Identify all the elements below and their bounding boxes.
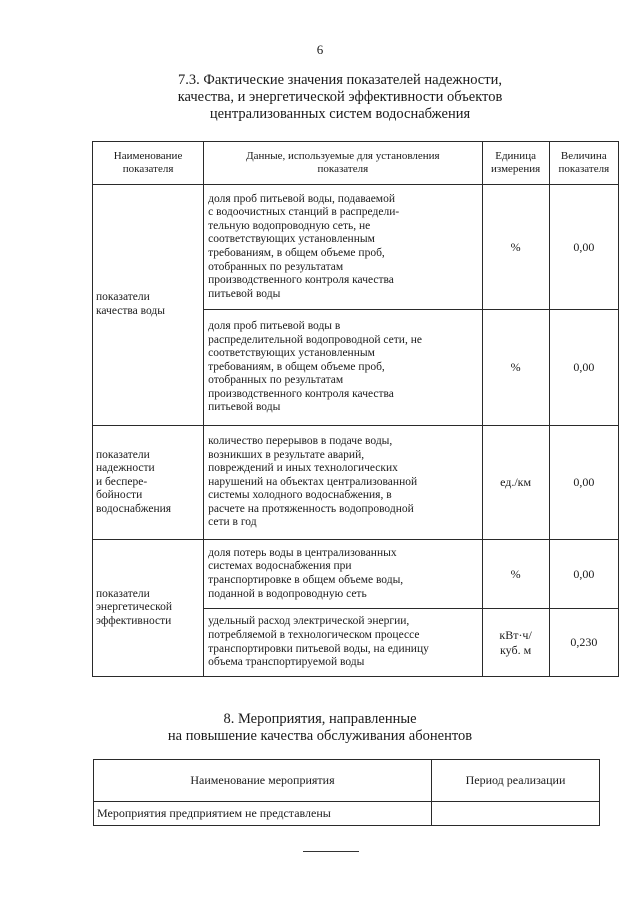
description-line: объема транспортируемой воды [208, 656, 365, 669]
header-data [204, 142, 482, 185]
table-header-row [94, 760, 600, 802]
header-indicator-name [93, 142, 204, 185]
indicator-description [204, 185, 482, 310]
indicator-unit: ед./км [482, 426, 549, 540]
title-line: 8. Мероприятия, направленные [223, 711, 417, 727]
indicator-description [204, 540, 482, 609]
category-text: показатели [96, 587, 150, 600]
description-line: транспортировки питьевой воды, на единицу [208, 642, 429, 655]
header-text: Наименование [113, 150, 183, 162]
header-text: показателя [122, 163, 174, 175]
description-line: доля проб питьевой воды, подаваемой [208, 192, 395, 205]
description-line: распределительной водопроводной сети, не [208, 333, 422, 346]
indicator-value: 0,00 [549, 426, 618, 540]
header-text: показателя [317, 163, 369, 175]
description-line: количество перерывов в подаче воды, [208, 434, 393, 447]
section-7-3-title [70, 72, 610, 123]
table-row [94, 802, 600, 826]
title-line: качества, и энергетической эффективности объектов [177, 89, 503, 105]
description-line: питьевой воды [208, 401, 281, 414]
indicator-unit [482, 609, 549, 677]
indicator-value: 0,00 [549, 310, 618, 426]
indicator-unit: % [482, 185, 549, 310]
title-line: на повышение качества обслуживания абонентов [167, 728, 473, 744]
description-line: производственного контроля качества [208, 387, 394, 400]
description-line: производственного контроля качества [208, 274, 394, 287]
description-line: возникших в результате аварий, [208, 448, 365, 461]
page-number: 6 [316, 42, 324, 57]
category-text: надежности [96, 462, 155, 475]
description-line: питьевой воды [208, 287, 281, 300]
category-text: качества воды [96, 305, 165, 317]
header-text: показателя [558, 163, 610, 175]
indicator-description [204, 426, 482, 540]
description-line: системы холодного водоснабжения, в [208, 489, 392, 502]
description-line: тельную водопроводную сеть, не [208, 219, 371, 232]
indicator-unit: % [482, 540, 549, 609]
description-line: нарушений на объектах централизованной [208, 475, 418, 488]
description-line: отобранных по результатам [208, 260, 344, 273]
description-line: потребляемой в технологическом процессе [208, 628, 420, 641]
description-line: транспортировке в общем объеме воды, [208, 574, 404, 586]
description-line: доля потерь воды в централизованных [208, 546, 397, 559]
table-header-row [93, 142, 619, 185]
measure-period [432, 802, 600, 826]
category-text: водоснабжения [96, 502, 172, 515]
title-line: централизованных систем водоснабжения [209, 106, 471, 122]
header-text: измерения [491, 163, 541, 175]
header-unit [482, 142, 549, 185]
measure-name: Мероприятия предприятием не представлены [94, 802, 432, 826]
description-line: повреждений и иных технологических [208, 462, 398, 475]
description-line: соответствующих установленным [208, 347, 375, 360]
description-line: доля проб питьевой воды в [208, 319, 341, 332]
indicator-description [204, 310, 482, 426]
header-text: Данные, используемые для установления [246, 150, 440, 162]
description-line: соответствующих установленным [208, 233, 375, 246]
indicator-value: 0,00 [549, 540, 618, 609]
indicator-description [204, 609, 482, 677]
description-line: сети в год [208, 516, 257, 529]
header-value [549, 142, 618, 185]
description-line: с водоочистных станций в распредели- [208, 206, 400, 219]
description-line: требованиям, в общем объеме проб, [208, 247, 385, 259]
category-reliability [93, 426, 204, 540]
indicator-value: 0,00 [549, 185, 618, 310]
header-measure-name: Наименование мероприятия [94, 760, 432, 802]
category-energy-efficiency [93, 540, 204, 677]
category-text: и беспере- [96, 475, 148, 488]
header-text: Величина [560, 150, 607, 162]
table-row [93, 185, 619, 310]
table-row [93, 540, 619, 609]
indicators-table [92, 141, 619, 677]
section-8-title [40, 711, 600, 745]
category-text: эффективности [96, 614, 172, 627]
category-text: энергетической [96, 601, 172, 614]
category-text: показатели [96, 448, 150, 461]
header-period: Период реализации [432, 760, 600, 802]
table-row [93, 426, 619, 540]
indicator-unit: % [482, 310, 549, 426]
title-line: 7.3. Фактические значения показателей надежности, [178, 72, 502, 88]
unit-line: кВт·ч/ [499, 627, 532, 642]
category-text: показатели [96, 291, 150, 304]
description-line: поданной в водопроводную сеть [208, 587, 367, 600]
unit-line: куб. м [499, 642, 532, 657]
end-divider [303, 851, 359, 852]
measures-table [93, 759, 600, 826]
description-line: расчете на протяженность водопроводной [208, 502, 414, 515]
category-text: бойности [96, 489, 143, 502]
description-line: требованиям, в общем объеме проб, [208, 360, 385, 373]
description-line: системах водоснабжения при [208, 560, 352, 573]
category-water-quality [93, 185, 204, 426]
description-line: удельный расход электрической энергии, [208, 615, 410, 628]
indicator-value: 0,230 [549, 609, 618, 677]
header-text: Единица [495, 150, 536, 162]
description-line: отобранных по результатам [208, 374, 344, 387]
